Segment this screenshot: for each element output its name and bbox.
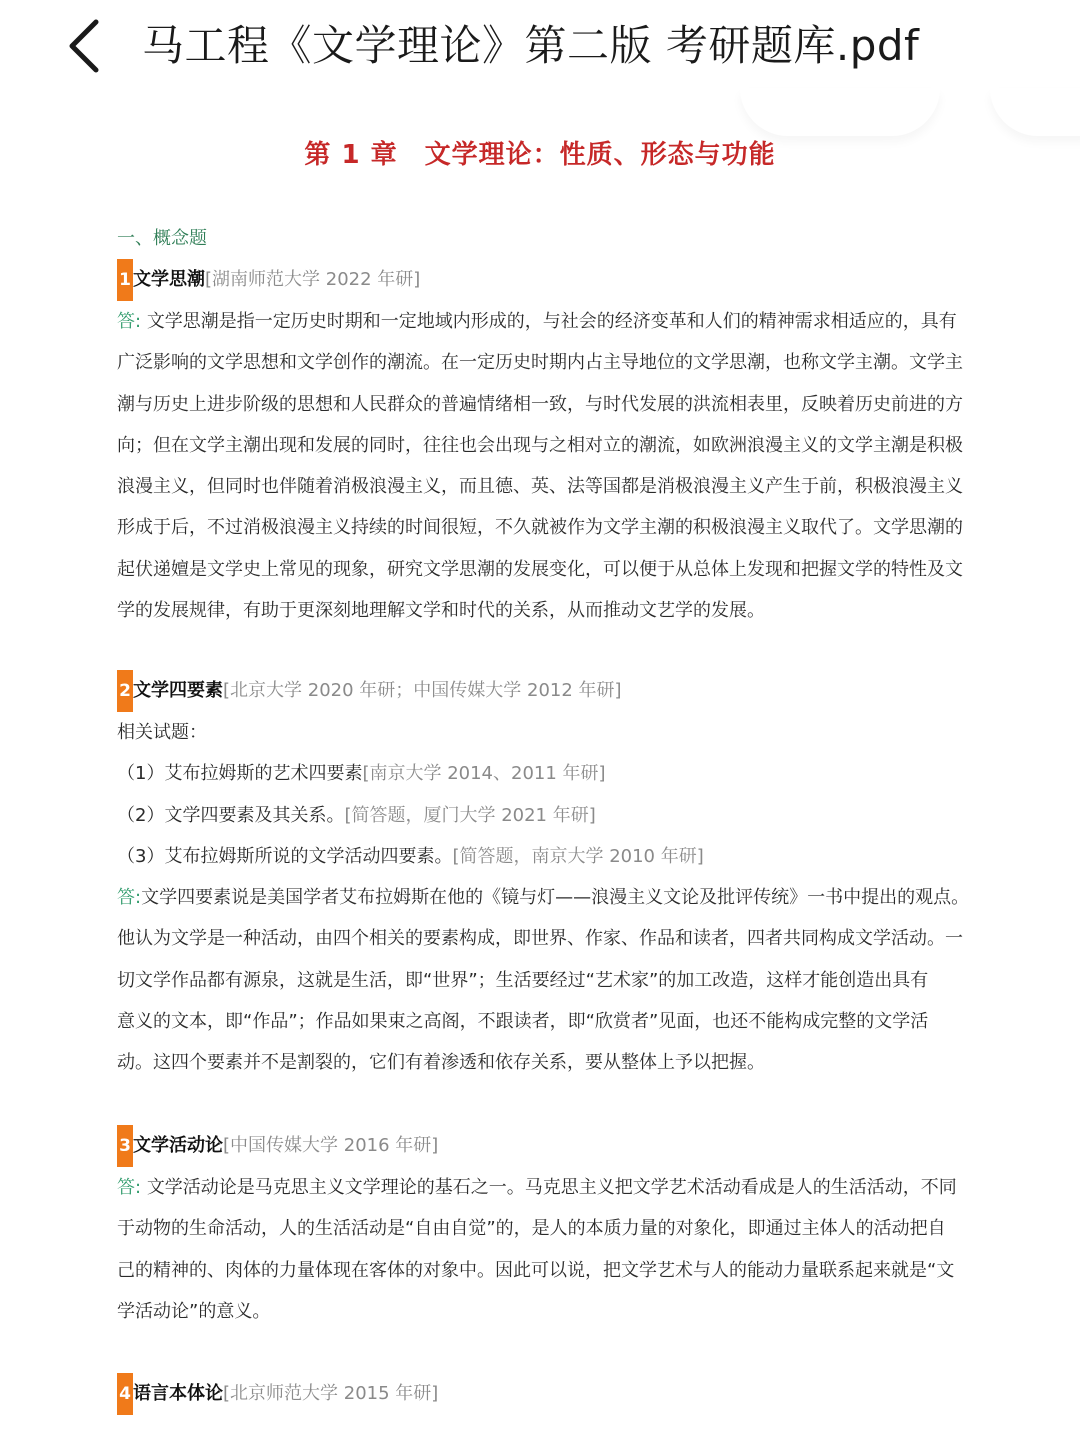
entry-number-badge: 1 <box>117 259 133 301</box>
related-question: （2）文学四要素及其关系。[简答题，厦门大学 2021 年研] <box>117 804 596 826</box>
entry-source: [北京师范大学 2015 年研] <box>223 1383 439 1404</box>
chapter-title: 第 1 章 文学理论：性质、形态与功能 <box>304 140 776 170</box>
answer-line: 意义的文本，即“作品”；作品如果束之高阁，不跟读者，即“欣赏者”见面，也还不能构成完整的文学活 <box>117 1011 929 1033</box>
pdf-page[interactable] <box>0 95 1080 1454</box>
entry-source: [湖南师范大学 2022 年研] <box>205 269 421 290</box>
answer-line: 切文学作品都有源泉，这就是生活，即“世界”；生活要经过“艺术家”的加工改造，这样才能创造出具有 <box>117 969 929 991</box>
entry-term: 文学思潮 <box>133 269 205 290</box>
answer-line: 答: 文学活动论是马克思主义文学理论的基石之一。马克思主义把文学艺术活动看成是人的生活活动，不同 <box>117 1177 957 1198</box>
answer-line: 形成于后，不过消极浪漫主义持续的时间很短，不久就被作为文学主潮的积极浪漫主义取代了。文学思潮的 <box>117 517 963 539</box>
answer-line: 浪漫主义，但同时也伴随着消极浪漫主义，而且德、英、法等国都是消极浪漫主义产生于前，积极浪漫主义 <box>117 476 963 498</box>
answer-label: 答: <box>117 1177 142 1198</box>
entry-heading <box>117 259 1007 301</box>
entry-number-badge: 2 <box>117 670 133 712</box>
answer-line: 己的精神的、肉体的力量体现在客体的对象中。因此可以说，把文学艺术与人的能动力量联系起来就是“文 <box>117 1259 955 1281</box>
answer-label: 答: <box>117 887 142 909</box>
answer-label: 答: <box>117 311 142 332</box>
entry-number-badge: 4 <box>117 1373 133 1415</box>
back-button[interactable] <box>60 14 110 78</box>
entry-term: 文学活动论 <box>133 1135 223 1156</box>
related-label: 相关试题： <box>117 722 207 743</box>
related-question: （3）艾布拉姆斯所说的文学活动四要素。[简答题，南京大学 2010 年研] <box>117 845 704 867</box>
answer-line: 他认为文学是一种活动，由四个相关的要素构成，即世界、作家、作品和读者，四者共同构成文学活动。一 <box>117 928 963 950</box>
section-label: 一、概念题 <box>117 228 207 249</box>
answer-line: 学的发展规律，有助于更深刻地理解文学和时代的关系，从而推动文艺学的发展。 <box>117 600 765 622</box>
answer-line: 起伏递嬗是文学史上常见的现象，研究文学思潮的发展变化，可以便于从总体上发现和把握文学的特性及文 <box>117 558 963 580</box>
answer-line: 潮与历史上进步阶级的思想和人民群众的普遍情绪相一致，与时代发展的洪流相表里，反映着历史前进的方 <box>117 393 963 415</box>
entry-term: 语言本体论 <box>133 1383 223 1404</box>
chevron-left-icon <box>60 14 110 78</box>
entry-heading <box>117 670 1007 712</box>
entry-source: [中国传媒大学 2016 年研] <box>223 1135 439 1156</box>
entry-heading <box>117 1125 1007 1167</box>
answer-line: 答: 文学思潮是指一定历史时期和一定地域内形成的，与社会的经济变革和人们的精神需求相适应的，具有 <box>117 311 957 332</box>
entry-number-badge: 3 <box>117 1125 133 1167</box>
answer-line: 于动物的生命活动，人的生活活动是“自由自觉”的，是人的本质力量的对象化，即通过主体人的活动把自 <box>117 1218 946 1240</box>
answer-line: 动。这四个要素并不是割裂的，它们有着渗透和依存关系，要从整体上予以把握。 <box>117 1052 765 1074</box>
concept-entry-4 <box>117 1373 1007 1415</box>
concept-entry-1 <box>117 259 1007 631</box>
answer-line: 学活动论”的意义。 <box>117 1300 271 1322</box>
document-title: 马工程《文学理论》第二版 考研题库.pdf <box>142 21 920 70</box>
top-bar <box>0 0 1080 95</box>
answer-line: 答:文学四要素说是美国学者艾布拉姆斯在他的《镜与灯——浪漫主义文论及批评传统》一书中提出的观点。 <box>117 887 970 909</box>
concept-entry-2 <box>117 670 1007 1084</box>
entry-heading <box>117 1373 1007 1415</box>
entry-source: [北京大学 2020 年研；中国传媒大学 2012 年研] <box>223 680 622 701</box>
entry-term: 文学四要素 <box>133 680 223 701</box>
answer-line: 广泛影响的文学思想和文学创作的潮流。在一定历史时期内占主导地位的文学思潮，也称文学主潮。文学主 <box>117 352 963 374</box>
answer-line: 向；但在文学主潮出现和发展的同时，往往也会出现与之相对立的潮流，如欧洲浪漫主义的文学主潮是积极 <box>117 434 963 456</box>
concept-entry-3 <box>117 1125 1007 1332</box>
related-question: （1）艾布拉姆斯的艺术四要素[南京大学 2014、2011 年研] <box>117 763 606 785</box>
